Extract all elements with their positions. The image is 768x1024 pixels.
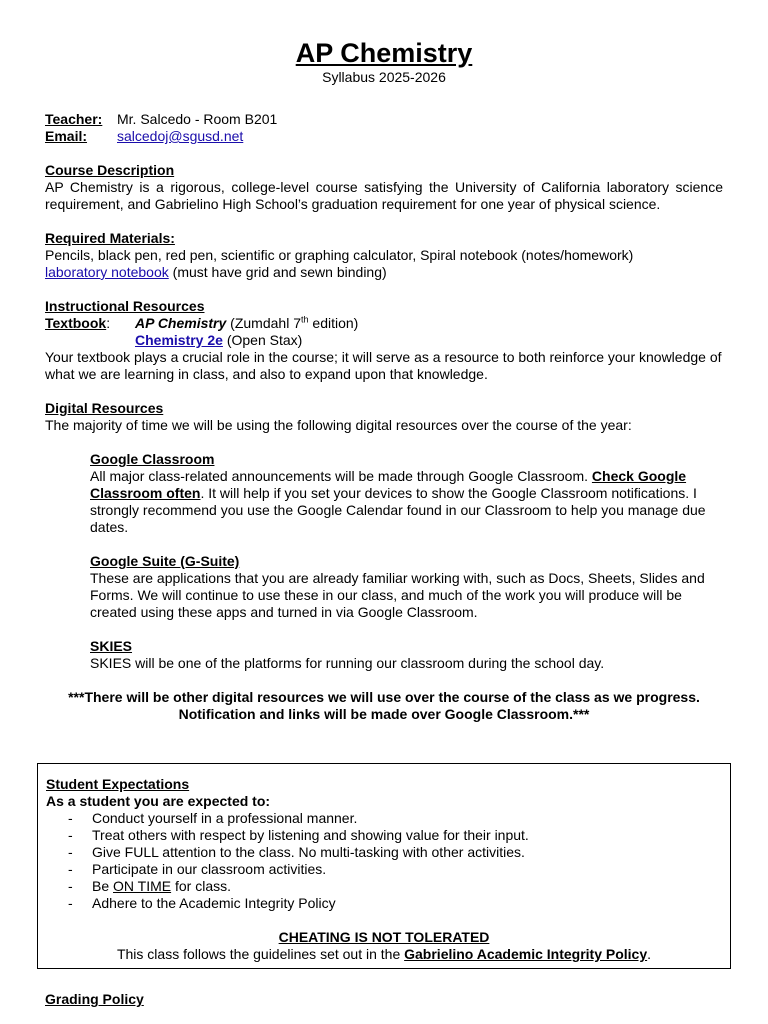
google-classroom-text xyxy=(90,468,723,536)
materials-heading: Required Materials: xyxy=(45,230,175,246)
course-description-text: AP Chemistry is a rigorous, college-level course satisfying the University of California laboratory science requirement, and Gabrielino High School’s graduation requirement for one year of physical science. xyxy=(45,179,723,212)
email-label: Email: xyxy=(45,128,88,144)
instructional-text: Your textbook plays a crucial role in the course; it will serve as a resource to both reinforce your knowledge of what we are learning in class, and also to expand upon that knowledge. xyxy=(45,349,722,382)
teacher-row xyxy=(45,111,723,128)
on-time-pre: Be xyxy=(92,878,114,894)
textbook-edition-sup: th xyxy=(301,314,309,325)
skies-text: SKIES will be one of the platforms for running our classroom during the school day. xyxy=(90,655,605,671)
course-description-heading: Course Description xyxy=(45,162,175,178)
textbook2-row xyxy=(45,332,723,349)
g-suite-heading: Google Suite (G-Suite) xyxy=(90,553,240,569)
cheating-notice: CHEATING IS NOT TOLERATED xyxy=(278,929,490,945)
teacher-label: Teacher: xyxy=(45,111,103,127)
textbook-edition-post: edition) xyxy=(308,315,359,331)
list-item: - Adhere to the Academic Integrity Policy xyxy=(46,895,722,912)
list-item: - Treat others with respect by listening and showing value for their input. xyxy=(46,827,722,844)
student-expectations-box xyxy=(37,763,731,969)
instructional-heading: Instructional Resources xyxy=(45,298,205,314)
digital-note-line1: ***There will be other digital resources we will use over the course of the class as we progress. xyxy=(68,689,700,705)
skies-heading: SKIES xyxy=(90,638,133,654)
g-suite-text: These are applications that you are already familiar working with, such as Docs, Sheets, Slides and Forms. We will continue to use these in our class, and much of the work you will produce will be created using these apps and turned in via Google Classroom. xyxy=(90,570,705,620)
page-title: AP Chemistry xyxy=(295,38,473,68)
list-item: - Participate in our classroom activities. xyxy=(46,861,722,878)
textbook-title: AP Chemistry xyxy=(135,315,227,331)
integrity-policy-post: . xyxy=(647,946,652,962)
materials-line2 xyxy=(45,264,723,281)
digital-heading: Digital Resources xyxy=(45,400,164,416)
chemistry-2e-link[interactable]: Chemistry 2e xyxy=(135,332,223,348)
grading-policy-heading: Grading Policy xyxy=(45,991,144,1007)
textbook-label: Textbook xyxy=(45,315,107,331)
chemistry-2e-note: (Open Stax) xyxy=(222,332,303,348)
google-classroom-heading: Google Classroom xyxy=(90,451,215,467)
google-classroom-text-2: . It will help if you set your devices to show the Google Classroom notifications. I strongly recommend you use the Google Calendar found in our Classroom to help you manage due dates. xyxy=(90,485,706,535)
list-item: - Give FULL attention to the class. No multi-tasking with other activities. xyxy=(46,844,722,861)
expectations-heading: Student Expectations xyxy=(46,776,190,792)
teacher-value: Mr. Salcedo - Room B201 xyxy=(117,111,278,127)
google-classroom-text-1: All major class-related announcements will be made through Google Classroom. xyxy=(90,468,592,484)
expectations-list xyxy=(46,810,722,912)
on-time-emphasis: ON TIME xyxy=(113,878,172,894)
lab-notebook-note: (must have grid and sewn binding) xyxy=(168,264,387,280)
page-subtitle: Syllabus 2025-2026 xyxy=(322,69,446,85)
digital-note-line2: Notification and links will be made over Google Classroom.*** xyxy=(178,706,590,722)
lab-notebook-link[interactable]: laboratory notebook xyxy=(45,264,169,280)
google-classroom-section xyxy=(45,451,723,672)
email-link[interactable]: salcedoj@sgusd.net xyxy=(117,128,244,144)
list-item xyxy=(46,878,722,895)
integrity-policy-line xyxy=(46,946,722,963)
expectations-intro: As a student you are expected to: xyxy=(46,793,271,809)
integrity-policy-link[interactable]: Gabrielino Academic Integrity Policy xyxy=(404,946,648,962)
textbook-edition-pre: (Zumdahl 7 xyxy=(226,315,301,331)
email-row xyxy=(45,128,723,145)
list-item: - Conduct yourself in a professional manner. xyxy=(46,810,722,827)
textbook-row: Textbook: AP Chemistry (Zumdahl 7th edition) xyxy=(45,314,359,331)
check-classroom-emphasis: Check Google Classroom often xyxy=(90,468,687,501)
materials-line1: Pencils, black pen, red pen, scientific or graphing calculator, Spiral notebook (notes/homework) xyxy=(45,247,634,263)
integrity-policy-pre: This class follows the guidelines set out in the xyxy=(116,946,405,962)
on-time-post: for class. xyxy=(171,878,231,894)
digital-intro: The majority of time we will be using the following digital resources over the course of the year: xyxy=(45,417,632,433)
